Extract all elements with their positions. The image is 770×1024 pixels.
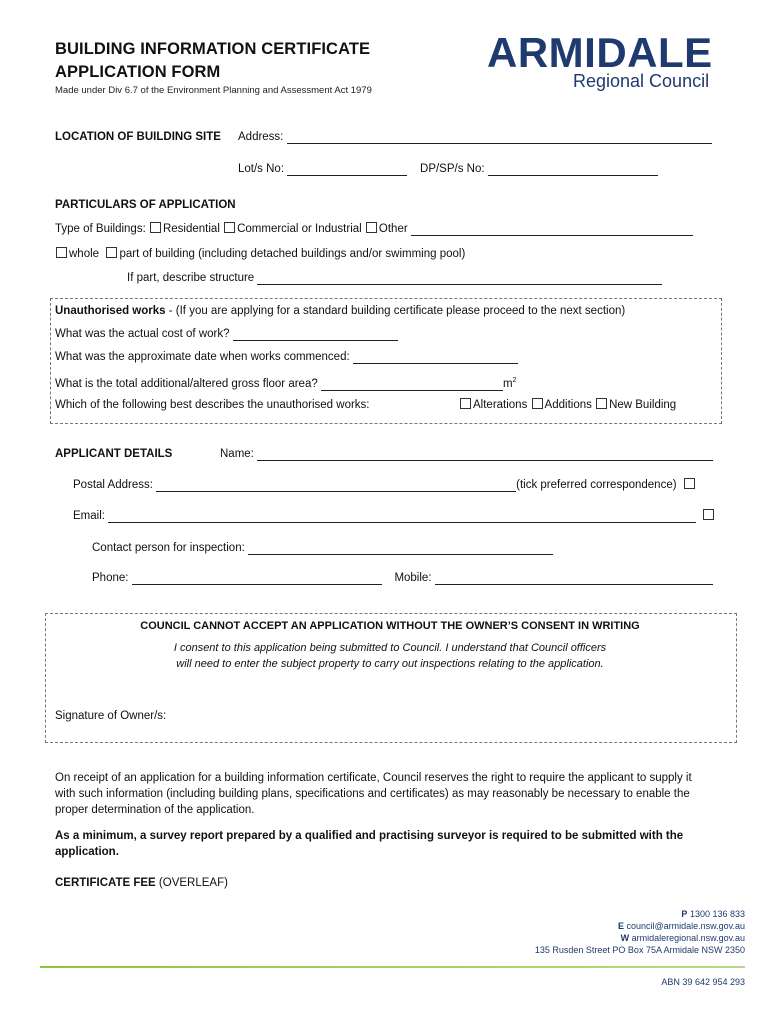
whole-checkbox[interactable] <box>56 247 67 258</box>
address-field[interactable] <box>287 132 712 144</box>
footer-contact <box>535 908 745 956</box>
name-field[interactable] <box>257 449 713 461</box>
council-logo-name: ARMIDALE <box>487 29 713 76</box>
signature-row <box>55 709 166 723</box>
describe-row <box>55 398 370 412</box>
postal-field[interactable] <box>156 480 516 492</box>
footer-email: council@armidale.nsw.gov.au <box>626 921 745 931</box>
footer-email-line <box>535 920 745 932</box>
date-field[interactable] <box>353 352 518 364</box>
residential-checkbox[interactable] <box>150 222 161 233</box>
if-part-label: If part, describe structure <box>127 272 255 284</box>
extent-row <box>55 247 465 261</box>
form-subtitle: Made under Div 6.7 of the Environment Planning and Assessment Act 1979 <box>55 85 372 96</box>
footer-web-line <box>535 932 745 944</box>
lots-label: Lot/s No: <box>238 163 285 175</box>
area-field[interactable] <box>321 379 503 391</box>
alterations-checkbox[interactable] <box>460 398 471 409</box>
area-unit-sup: 2 <box>512 377 517 384</box>
web-key: W <box>620 933 630 943</box>
receipt-paragraph: On receipt of an application for a building information certificate, Council reserves the right to require the applicant to supply it with such information (including building plans, specifications and certificates) as may reasonably be necessary to enable the proper determination of the application. <box>55 772 692 816</box>
title-line-2: APPLICATION FORM <box>55 63 221 81</box>
unauthorised-heading-row <box>55 304 625 318</box>
footer-phone-line <box>535 908 745 920</box>
dp-field[interactable] <box>488 164 658 176</box>
title-line-1: BUILDING INFORMATION CERTIFICATE <box>55 40 371 58</box>
area-unit: m <box>502 377 513 390</box>
name-row <box>220 447 713 461</box>
new-building-checkbox[interactable] <box>596 398 607 409</box>
residential-label: Residential <box>162 223 220 235</box>
unauthorised-heading: Unauthorised works <box>55 305 166 317</box>
survey-paragraph: As a minimum, a survey report prepared by a qualified and practising surveyor is required to be submitted with the application. <box>55 830 684 858</box>
contact-label: Contact person for inspection: <box>92 542 245 554</box>
particulars-heading: PARTICULARS OF APPLICATION <box>55 199 236 211</box>
additions-label: Additions <box>544 399 592 411</box>
phone-row <box>92 571 713 585</box>
other-field[interactable] <box>411 224 693 236</box>
form-title <box>55 38 455 84</box>
unauthorised-note: - (If you are applying for a standard building certificate please proceed to the next section) <box>165 305 626 317</box>
cost-row <box>55 327 398 341</box>
footer-address: 135 Rusden Street PO Box 75A Armidale NSW 2350 <box>534 945 745 955</box>
footer-web: armidaleregional.nsw.gov.au <box>631 933 745 943</box>
part-label: part of building (including detached buildings and/or swimming pool) <box>119 248 466 260</box>
email-key: E <box>617 921 624 931</box>
phone-label: Phone: <box>92 572 129 584</box>
fee-note: (OVERLEAF) <box>155 877 228 889</box>
cost-label: What was the actual cost of work? <box>55 328 230 340</box>
location-heading: LOCATION OF BUILDING SITE <box>55 131 221 143</box>
other-checkbox[interactable] <box>366 222 377 233</box>
area-label: What is the total additional/altered gross floor area? <box>55 377 318 390</box>
contact-field[interactable] <box>248 543 553 555</box>
postal-row <box>73 478 697 492</box>
email-label: Email: <box>73 510 105 522</box>
commercial-label: Commercial or Industrial <box>237 223 362 235</box>
dp-label: DP/SP/s No: <box>420 163 485 175</box>
fee-row <box>55 876 228 890</box>
address-row <box>238 130 712 144</box>
cost-field[interactable] <box>233 329 398 341</box>
consent-line-1: I consent to this application being submitted to Council. I understand that Council officers <box>173 642 607 654</box>
commercial-checkbox[interactable] <box>224 222 235 233</box>
phone-key: P <box>681 909 688 919</box>
email-preferred-checkbox[interactable] <box>703 509 714 520</box>
part-checkbox[interactable] <box>106 247 117 258</box>
date-label: What was the approximate date when works commenced: <box>55 351 350 363</box>
mobile-field[interactable] <box>435 573 713 585</box>
consent-heading: COUNCIL CANNOT ACCEPT AN APPLICATION WITHOUT THE OWNER’S CONSENT IN WRITING <box>140 620 640 632</box>
if-part-row <box>127 271 662 285</box>
postal-label: Postal Address: <box>73 479 153 491</box>
contact-row <box>92 541 553 555</box>
area-row <box>55 374 516 391</box>
signature-label: Signature of Owner/s: <box>55 710 167 722</box>
lots-row <box>238 162 658 176</box>
phone-field[interactable] <box>132 573 382 585</box>
consent-line-2: will need to enter the subject property to carry out inspections relating to the application. <box>176 658 604 670</box>
works-type-options <box>459 398 676 412</box>
footer-phone: 1300 136 833 <box>689 909 745 919</box>
address-label: Address: <box>238 131 284 143</box>
tick-note: (tick preferred correspondence) <box>516 479 677 491</box>
describe-label: Which of the following best describes the unauthorised works: <box>55 399 370 411</box>
new-building-label: New Building <box>609 399 677 411</box>
lots-field[interactable] <box>287 164 407 176</box>
type-row <box>55 222 693 236</box>
applicant-heading: APPLICANT DETAILS <box>55 448 173 460</box>
footer-divider <box>40 966 745 968</box>
date-row <box>55 350 518 364</box>
fee-label: CERTIFICATE FEE <box>55 877 156 889</box>
name-label: Name: <box>220 448 254 460</box>
type-label: Type of Buildings: <box>55 223 146 235</box>
additions-checkbox[interactable] <box>532 398 543 409</box>
postal-preferred-checkbox[interactable] <box>684 478 695 489</box>
if-part-field[interactable] <box>257 273 662 285</box>
council-logo-sub: Regional Council <box>573 71 710 91</box>
email-field[interactable] <box>108 511 696 523</box>
other-label: Other <box>378 223 408 235</box>
footer-abn: ABN 39 642 954 293 <box>661 977 745 987</box>
whole-label: whole <box>69 248 100 260</box>
mobile-label: Mobile: <box>394 572 432 584</box>
email-row <box>73 509 716 523</box>
alterations-label: Alterations <box>473 399 528 411</box>
